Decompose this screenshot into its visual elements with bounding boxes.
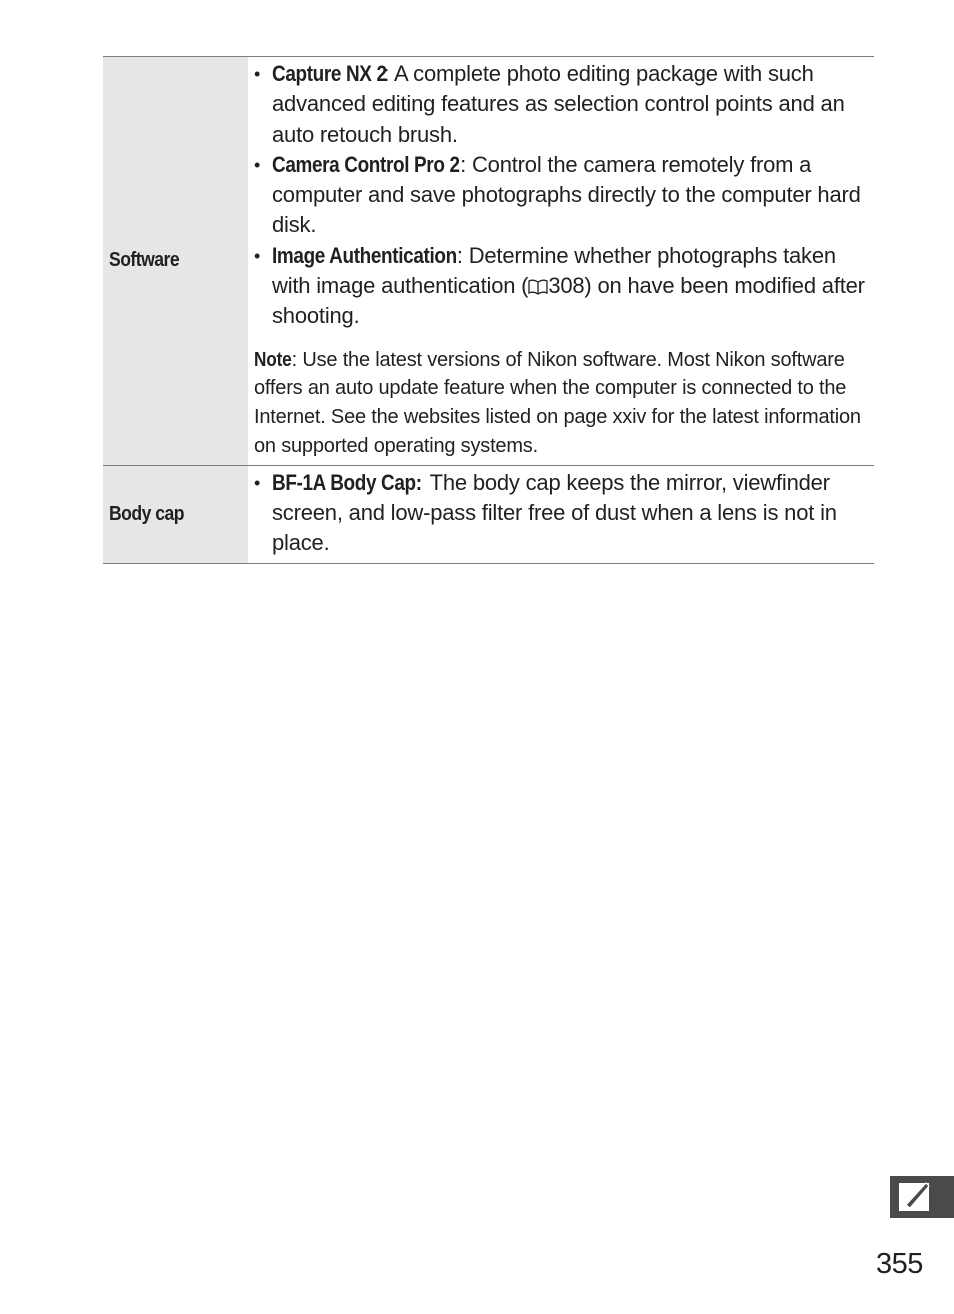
row-label-body-cap: Body cap xyxy=(103,465,248,563)
book-icon xyxy=(528,279,548,295)
term-capture-nx: Capture NX 2 xyxy=(272,61,387,86)
bullet: • xyxy=(254,245,261,266)
term-image-authentication: Image Authentication xyxy=(272,242,457,268)
bullet: • xyxy=(254,472,261,493)
row-content-body-cap xyxy=(248,465,874,563)
list-item-capture-nx xyxy=(254,59,868,150)
list-item-bf-1a xyxy=(254,468,868,559)
software-note xyxy=(254,346,868,461)
table-row-software xyxy=(103,57,874,466)
desc-image-authentication-after: ) on have been modified after shooting. xyxy=(272,273,865,329)
bullet: • xyxy=(254,154,261,175)
desc-capture-nx: : A complete photo editing package with such advanced editing features as selection control points and an auto retouch brush. xyxy=(272,61,845,147)
section-tab xyxy=(890,1176,954,1218)
list-item-camera-control-pro xyxy=(254,150,868,241)
term-camera-control-pro: Camera Control Pro 2 xyxy=(272,151,460,177)
software-list xyxy=(254,59,868,332)
pencil-note-icon xyxy=(898,1181,946,1213)
desc-camera-control-pro: : Control the camera remotely from a computer and save photographs directly to the computer hard disk. xyxy=(272,151,861,238)
table-row-body-cap xyxy=(103,465,874,563)
note-text: : Use the latest versions of Nikon software. Most Nikon software offers an auto update feature when the computer is connected to the Internet. See the websites listed on page xxiv for the latest information on supported operating systems. xyxy=(254,348,861,458)
list-item-image-authentication xyxy=(254,241,868,332)
desc-bf-1a: The body cap keeps the mirror, viewfinder screen, and low-pass filter free of dust when a lens is not in place. xyxy=(272,469,837,556)
page-number: 355 xyxy=(876,1248,923,1280)
specifications-table xyxy=(103,56,874,564)
page-ref: 308 xyxy=(548,273,585,299)
desc-image-authentication-before: : Determine whether photographs taken with image authentication ( xyxy=(272,242,836,299)
body-cap-list xyxy=(254,468,868,559)
bullet: • xyxy=(254,64,261,84)
note-label: Note xyxy=(254,348,292,371)
row-label-software: Software xyxy=(103,57,248,466)
row-content-software xyxy=(248,57,874,466)
term-bf-1a: BF-1A Body Cap: xyxy=(272,469,422,495)
